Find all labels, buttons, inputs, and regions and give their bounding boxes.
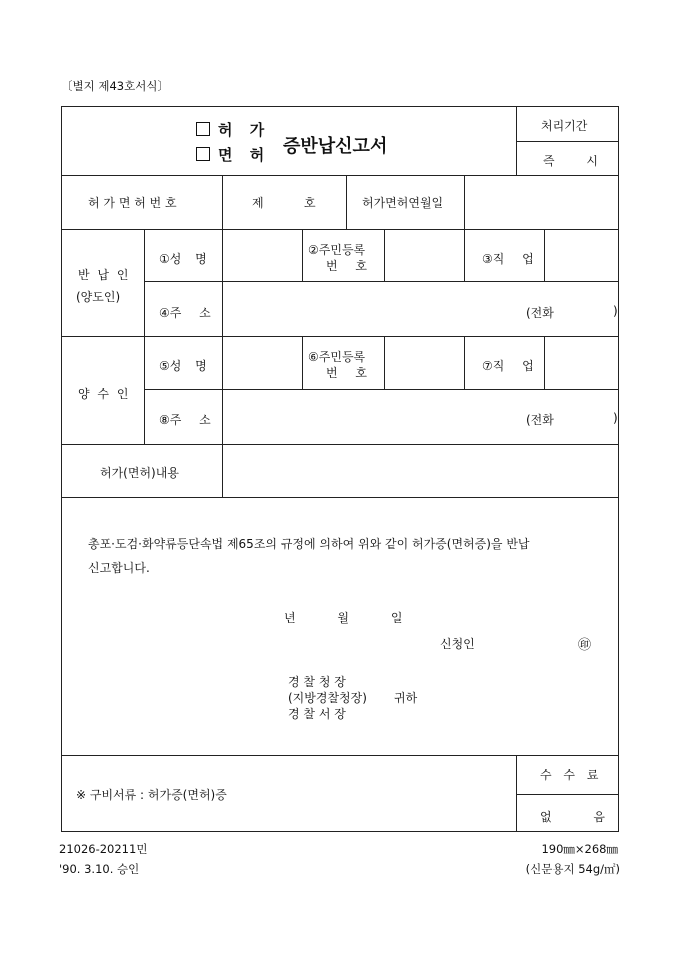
- form-title: 증반납신고서: [283, 136, 388, 157]
- seal-icon: ㊞: [578, 638, 592, 653]
- processing-period-label: 처리기간: [541, 119, 588, 133]
- recipient-suffix: 귀하: [394, 691, 418, 705]
- returner-phone-label: (전화: [526, 306, 554, 320]
- application-date: 년 월 일: [284, 611, 403, 625]
- receiver-label: 양 수 인: [78, 387, 131, 401]
- divider: [516, 141, 618, 142]
- divider: [62, 755, 618, 756]
- form-number: 〔별지 제43호서식〕: [61, 79, 169, 93]
- returner-rrn-label: ②주민등록: [308, 243, 366, 257]
- required-documents: ※ 구비서류 : 허가증(면허)증: [76, 788, 227, 802]
- recipient-3: 경 찰 서 장: [288, 707, 346, 721]
- divider: [222, 175, 223, 229]
- returner-sublabel: (양도인): [76, 290, 121, 304]
- recipient-2: (지방경찰청장): [288, 691, 367, 705]
- recipient-1: 경 찰 청 장: [288, 675, 346, 689]
- content-label: 허가(면허)내용: [100, 466, 179, 480]
- statement-line-2: 신고합니다.: [88, 561, 150, 575]
- form-code: 21026-20211민: [59, 842, 148, 856]
- divider: [384, 336, 385, 389]
- divider: [62, 229, 618, 230]
- divider: [516, 794, 618, 795]
- receiver-rrn-label: ⑥주민등록: [308, 350, 366, 364]
- license-number-prefix: 제: [252, 196, 264, 210]
- divider: [62, 444, 618, 445]
- receiver-phone-close: ): [613, 411, 618, 425]
- checkbox-icon[interactable]: [196, 122, 210, 136]
- divider: [144, 389, 618, 390]
- divider: [302, 336, 303, 389]
- divider: [62, 175, 618, 176]
- receiver-rrn-label-2: 번 호: [326, 366, 367, 380]
- divider: [464, 229, 465, 281]
- receiver-phone-label: (전화: [526, 413, 554, 427]
- returner-label: 반 납 인: [78, 268, 131, 282]
- checkbox-license[interactable]: 면 허: [196, 144, 270, 165]
- receiver-address-label: ⑧주 소: [159, 413, 211, 427]
- receiver-job-label: ⑦직 업: [482, 359, 534, 373]
- returner-name-label: ①성 명: [159, 252, 207, 266]
- returner-address-label: ④주 소: [159, 306, 211, 320]
- divider: [62, 336, 618, 337]
- fee-value: 없 음: [540, 810, 605, 824]
- divider: [144, 281, 618, 282]
- divider: [464, 336, 465, 389]
- divider: [384, 229, 385, 281]
- divider: [62, 497, 618, 498]
- statement-line-1: 총포·도검·화약류등단속법 제65조의 규정에 의하여 위와 같이 허가증(면허증)을 반납: [88, 537, 530, 551]
- divider: [516, 755, 517, 831]
- divider: [222, 229, 223, 497]
- divider: [144, 229, 145, 444]
- receiver-name-label: ⑤성 명: [159, 359, 207, 373]
- checkbox-icon[interactable]: [196, 147, 210, 161]
- paper-size: 190㎜×268㎜: [541, 842, 618, 856]
- divider: [516, 107, 517, 175]
- divider: [346, 175, 347, 229]
- license-date-label: 허가면허연월일: [362, 196, 444, 210]
- returner-job-label: ③직 업: [482, 252, 534, 266]
- fee-label: 수 수 료: [540, 768, 599, 782]
- report-form: [61, 106, 619, 832]
- divider: [302, 229, 303, 281]
- processing-period-value: 즉 시: [543, 154, 612, 168]
- divider: [464, 175, 465, 229]
- license-number-suffix: 호: [304, 196, 316, 210]
- license-number-label: 허 가 면 허 번 호: [88, 196, 177, 210]
- checkbox-permit[interactable]: 허 가: [196, 119, 270, 140]
- paper-type: (신문용지 54g/㎡): [525, 862, 620, 876]
- divider: [544, 229, 545, 281]
- returner-phone-close: ): [613, 304, 618, 318]
- divider: [544, 336, 545, 389]
- applicant-label: 신청인: [440, 637, 475, 651]
- returner-rrn-label-2: 번 호: [326, 259, 367, 273]
- approval-date: '90. 3.10. 승인: [59, 862, 140, 876]
